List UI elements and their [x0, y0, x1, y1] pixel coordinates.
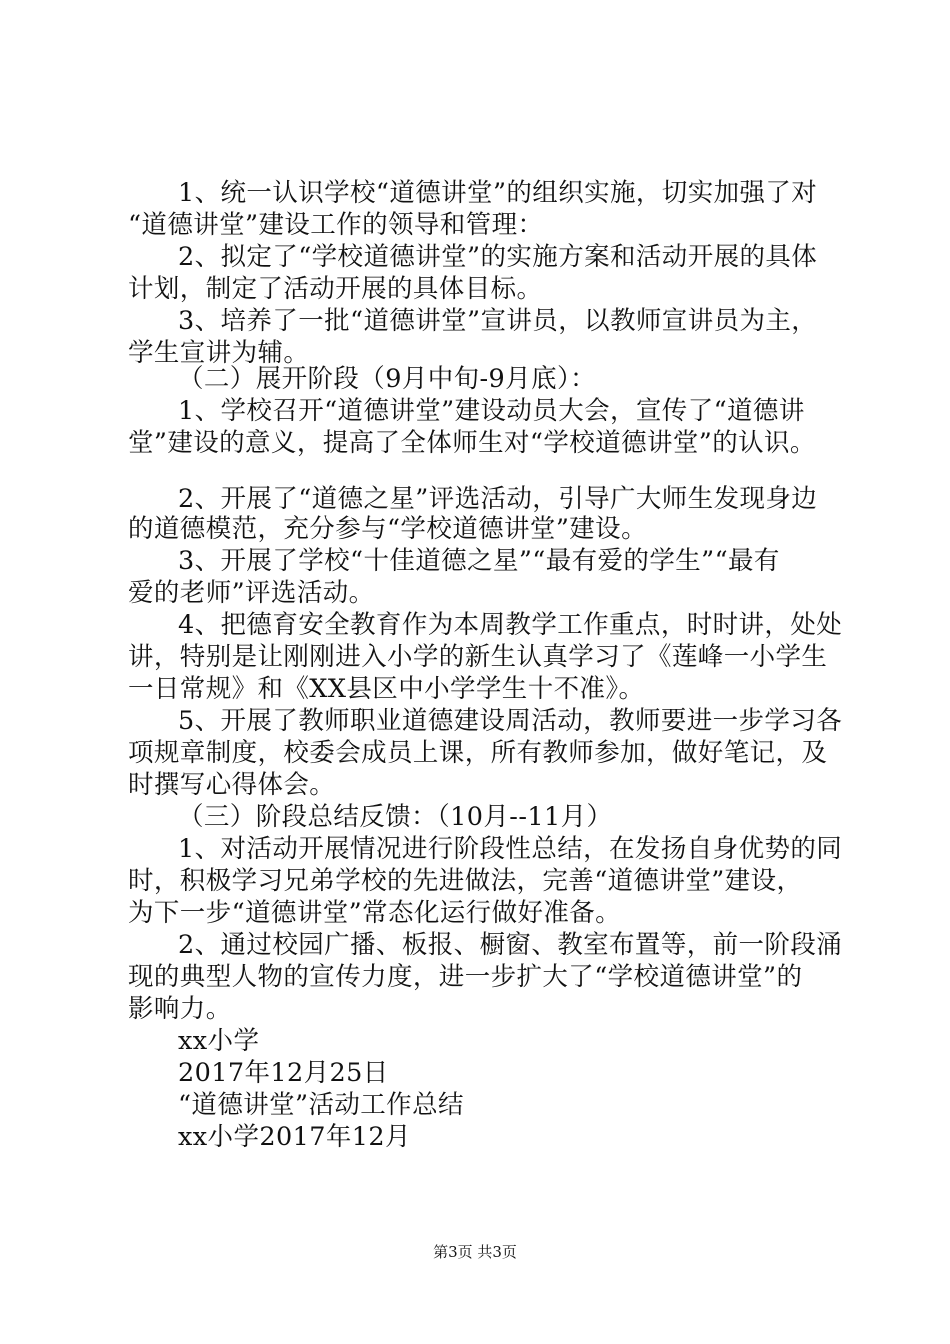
page-footer: 第3页 共3页: [433, 1243, 517, 1261]
text-line: 1、对活动开展情况进行阶段性总结，在发扬自身优势的同: [178, 834, 843, 864]
text-line: 项规章制度，校委会成员上课，所有教师参加，做好笔记，及: [128, 738, 828, 768]
signature-school: xx小学: [178, 1026, 260, 1056]
text-line: 计划，制定了活动开展的具体目标。: [128, 274, 543, 304]
text-line: 堂”建设的意义，提高了全体师生对“学校道德讲堂”的认识。: [128, 428, 816, 458]
text-line: 时，积极学习兄弟学校的先进做法，完善“道德讲堂”建设，: [128, 866, 803, 896]
text-line: 讲，特别是让刚刚进入小学的新生认真学习了《莲峰一小学生: [128, 642, 828, 672]
text-line: “道德讲堂”建设工作的领导和管理：: [128, 210, 544, 240]
text-line: 的道德模范，充分参与“学校道德讲堂”建设。: [128, 514, 647, 544]
section-heading: （三）阶段总结反馈：（10月--11月）: [178, 802, 613, 832]
document-title: “道德讲堂”活动工作总结: [178, 1090, 464, 1120]
signature-date: 2017年12月25日: [178, 1058, 389, 1088]
text-line: 4、把德育安全教育作为本周教学工作重点，时时讲，处处: [178, 610, 843, 640]
text-line: 影响力。: [128, 994, 232, 1024]
text-line: 学生宣讲为辅。: [128, 338, 310, 368]
text-line: 爱的老师”评选活动。: [128, 578, 375, 608]
text-line: 1、统一认识学校“道德讲堂”的组织实施，切实加强了对: [178, 178, 818, 208]
text-line: 现的典型人物的宣传力度，进一步扩大了“学校道德讲堂”的: [128, 962, 803, 992]
document-byline: xx小学2017年12月: [178, 1122, 411, 1152]
text-line: 3、开展了学校“十佳道德之星”“最有爱的学生”“最有: [178, 546, 780, 576]
text-line: 时撰写心得体会。: [128, 770, 336, 800]
text-line: 为下一步“道德讲堂”常态化运行做好准备。: [128, 898, 622, 928]
text-line: 2、开展了“道德之星”评选活动，引导广大师生发现身边: [178, 484, 818, 514]
text-line: 2、拟定了“学校道德讲堂”的实施方案和活动开展的具体: [178, 242, 818, 272]
section-heading: （二）展开阶段（9月中旬-9月底）：: [178, 364, 597, 394]
text-line: 5、开展了教师职业道德建设周活动，教师要进一步学习各: [178, 706, 843, 736]
text-line: 2、通过校园广播、板报、橱窗、教室布置等，前一阶段涌: [178, 930, 843, 960]
text-line: 一日常规》和《XX县区中小学学生十不准》。: [128, 674, 645, 704]
text-line: 1、学校召开“道德讲堂”建设动员大会，宣传了“道德讲: [178, 396, 805, 426]
text-line: 3、培养了一批“道德讲堂”宣讲员，以教师宣讲员为主，: [178, 306, 818, 336]
